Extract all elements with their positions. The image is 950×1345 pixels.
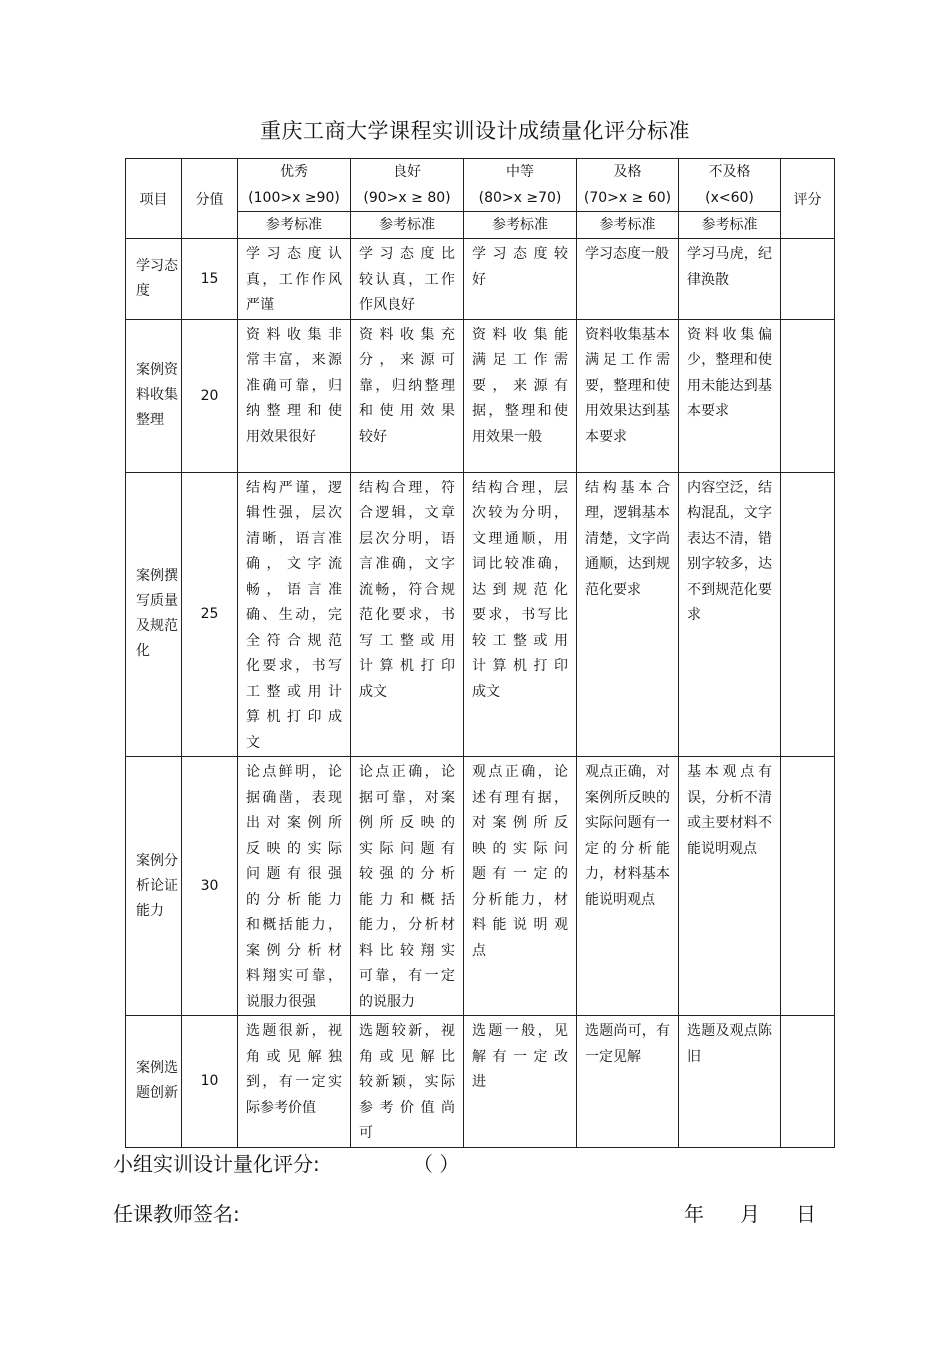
- criteria-cell: 结构严谨，逻辑性强，层次清晰，语言准确，文字流畅，语言准确、生动，完全 符 合 规 范化要求，书写工 整 或 用 计算 机 打 印 成文: [238, 472, 351, 757]
- rating-cell[interactable]: [781, 319, 835, 472]
- date-day-label: 日: [796, 1202, 816, 1226]
- header-project: 项目: [126, 159, 182, 239]
- header-ref-medium: 参考标准: [464, 212, 577, 239]
- row-project: 案例选题创新: [126, 1016, 182, 1148]
- rating-cell[interactable]: [781, 757, 835, 1016]
- criteria-cell: 学 习 态 度 认真，工作作风严谨: [238, 239, 351, 320]
- criteria-cell: 选题很新，视角 或 见 解 独到，有一定实际参考价值: [238, 1016, 351, 1148]
- header-grade-fail: 不及格 (x<60): [679, 159, 781, 212]
- rating-cell[interactable]: [781, 472, 835, 757]
- criteria-cell: 学 习 态 度 较好: [464, 239, 577, 320]
- criteria-cell: 基本观点有误，分析不清或主要材料不能说明观点: [679, 757, 781, 1016]
- header-ref-pass: 参考标准: [577, 212, 679, 239]
- header-rating: 评分: [781, 159, 835, 239]
- table-row: [126, 239, 835, 320]
- criteria-cell: 学 习 态 度 比较认真，工作作风良好: [351, 239, 464, 320]
- criteria-cell: 观点正确，论述有理有据，对 案 例 所 反映 的 实 际 问题 有 一 定 的分析能力，材料 能 说 明 观点: [464, 757, 577, 1016]
- row-project: 案例资料收集整理: [126, 319, 182, 472]
- criteria-cell: 内容空泛，结构混乱，文字表达不清，错别字较多，达不到规范化要求: [679, 472, 781, 757]
- table-row: [126, 472, 835, 757]
- header-ref-good: 参考标准: [351, 212, 464, 239]
- grading-table: [125, 158, 835, 1148]
- criteria-cell: 观点正确，对案例所反映的实际问题有一定的分析能力，材料基本能说明观点: [577, 757, 679, 1016]
- header-ref-fail: 参考标准: [679, 212, 781, 239]
- criteria-cell: 学习马虎，纪律涣散: [679, 239, 781, 320]
- criteria-cell: 选题较新，视角 或 见 解 比较新颖，实际参 考 价 值 尚可: [351, 1016, 464, 1148]
- row-score: 30: [182, 757, 238, 1016]
- group-score-label: 小组实训设计量化评分:: [113, 1152, 320, 1176]
- group-score-field[interactable]: （ ）: [413, 1152, 460, 1176]
- row-project: 案例分析论证能力: [126, 757, 182, 1016]
- row-score: 25: [182, 472, 238, 757]
- criteria-cell: 结构合理，层次较为分明，文理通顺，用词比较准确，达 到 规 范 化要求，书写比较 工 整 或 用计 算 机 打 印成文: [464, 472, 577, 757]
- row-score: 20: [182, 319, 238, 472]
- header-ref-excellent: 参考标准: [238, 212, 351, 239]
- row-score: 10: [182, 1016, 238, 1148]
- criteria-cell: 结构合理，符合逻辑，文章层次分明，语言准确，文字流畅，符合规范化要求，书写 工 整 或 用计 算 机 打 印成文: [351, 472, 464, 757]
- criteria-cell: 资 料 收 集 充分，来源可靠，归纳整理和 使 用 效 果较好: [351, 319, 464, 472]
- row-score: 15: [182, 239, 238, 320]
- header-grade-good: 良好 (90>x ≥ 80): [351, 159, 464, 212]
- criteria-cell: 结构基本合理，逻辑基本清楚，文字尚通顺，达到规范化要求: [577, 472, 679, 757]
- criteria-cell: 资 料 收 集 能满 足 工 作 需要，来源有据，整理和使用效果一般: [464, 319, 577, 472]
- rating-cell[interactable]: [781, 239, 835, 320]
- rating-cell[interactable]: [781, 1016, 835, 1148]
- table-row: [126, 757, 835, 1016]
- date-month-label: 月: [740, 1202, 760, 1226]
- row-project: 学习态度: [126, 239, 182, 320]
- criteria-cell: 学习态度一般: [577, 239, 679, 320]
- header-grade-medium: 中等 (80>x ≥70): [464, 159, 577, 212]
- header-score: 分值: [182, 159, 238, 239]
- page-title: 重庆工商大学课程实训设计成绩量化评分标准: [260, 119, 690, 143]
- criteria-cell: 选题及观点陈旧: [679, 1016, 781, 1148]
- teacher-signature-label: 任课教师签名:: [113, 1202, 240, 1226]
- row-project: 案例撰写质量及规范化: [126, 472, 182, 757]
- criteria-cell: 资料收集偏少，整理和使用未能达到基本要求: [679, 319, 781, 472]
- criteria-cell: 选题一般，见解 有 一 定 改进: [464, 1016, 577, 1148]
- criteria-cell: 资料收集基本满足工作需要，整理和使用效果达到基本要求: [577, 319, 679, 472]
- table-row: [126, 1016, 835, 1148]
- criteria-cell: 选题尚可，有一定见解: [577, 1016, 679, 1148]
- table-row: [126, 319, 835, 472]
- criteria-cell: 论点鲜明，论据确凿，表现出 对 案 例 所反 映 的 实 际问 题 有 很 强的 分 析 能 力和概括能力，案 例 分 析 材料翔实可靠，说服力很强: [238, 757, 351, 1016]
- header-grade-pass: 及格 (70>x ≥ 60): [577, 159, 679, 212]
- criteria-cell: 资 料 收 集 非常丰富，来源准确可靠，归纳 整 理 和 使用效果很好: [238, 319, 351, 472]
- header-grade-excellent: 优秀 (100>x ≥90): [238, 159, 351, 212]
- criteria-cell: 论点正确，论据可靠，对案例 所 反 映 的实 际 问 题 有较 强 的 分 析能 力 和 概 括能力，分析材料 比 较 翔 实可靠，有一定的说服力: [351, 757, 464, 1016]
- date-year-label: 年: [684, 1202, 704, 1226]
